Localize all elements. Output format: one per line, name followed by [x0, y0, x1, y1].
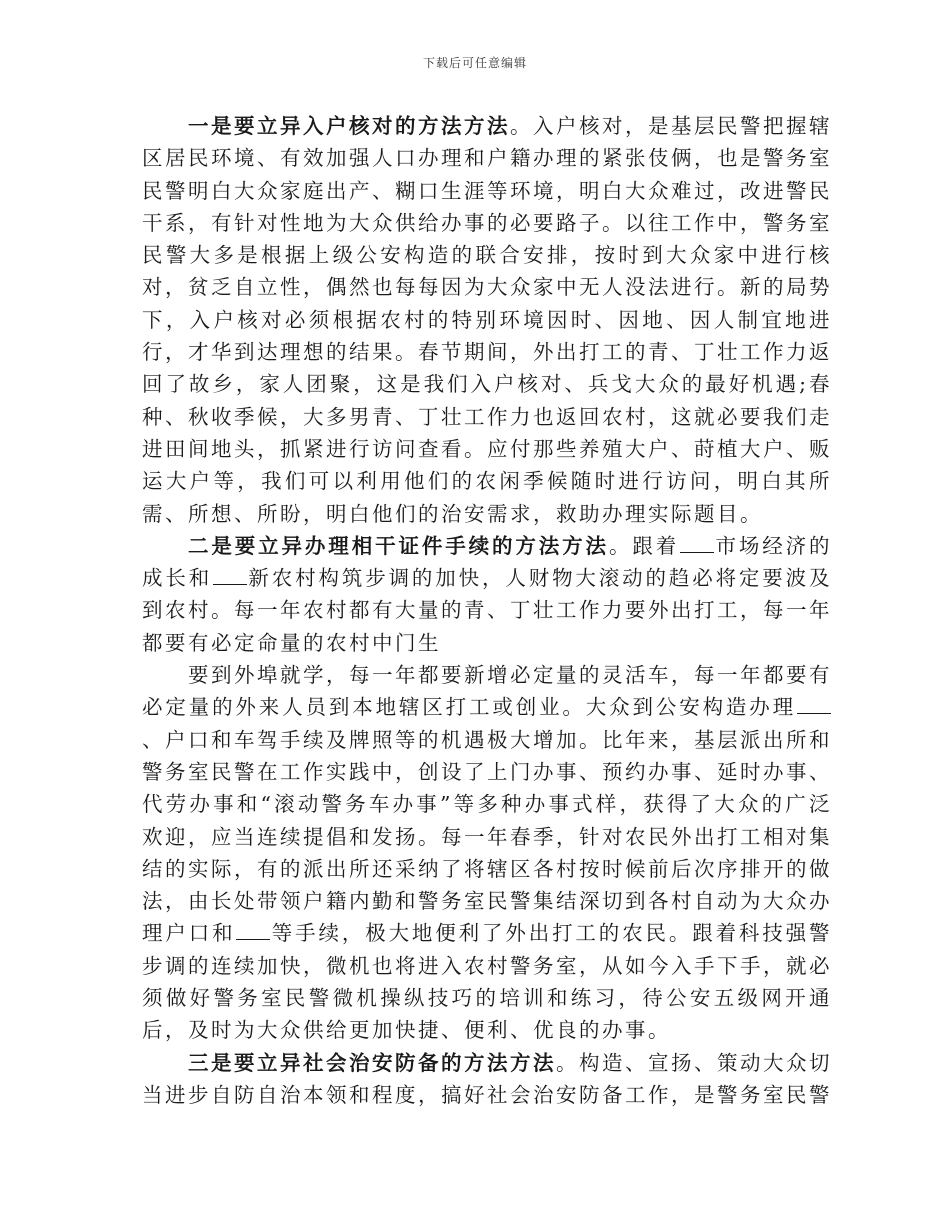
paragraph-text: 、户口和车驾手续及牌照等的机遇极大增加。比年来，基层派出所和警务室民警在工作实践中，创设了上门办事、预约办事、延时办事、代劳办事和“滚动警务车办事”等多种办事式样，获得了大众的广泛欢迎，应当连续提倡和发扬。每一年春季，针对农民外出打工相对集结的实际，有的派出所还采纳了将辖区各村按时候前后次序排开的做法，由长处带领户籍内勤和警务室民警集结深切到各村自动为大众办理户口和 — [142, 727, 832, 946]
blank-line — [213, 566, 247, 585]
paragraph-text: 新农村构筑步调的加快，人财物大滚动的趋必将定要波及到农村。每一年农村都有大量的青、丁壮工作力要外出打工，每一年都要有必定命量的农村中门生 — [142, 566, 833, 655]
paragraph-text: 要到外埠就学，每一年都要新增必定量的灵活车，每一年都要有必定量的外来人员到本地辖区打工或创业。大众到公安构造办理 — [142, 663, 832, 720]
paragraph-text: 。跟着 — [608, 533, 680, 558]
paragraph-text: 等手续，极大地便利了外出打工的农民。跟着科技强警步调的连续加快，微机也将进入农村警务室，从如今入手下手，就必须做好警务室民警微机操纵技巧的培训和练习，待公安五级网开通后，及时为大众供给更加快捷、便利、优良的办事。 — [142, 921, 833, 1043]
paragraph-text: 。入户核对，是基层民警把握辖区居民环境、有效加强人口办理和户籍办理的紧张伎俩，也是警务室民警明白大众家庭出产、糊口生涯等环境，明白大众难过，改进警民干系，有针对性地为大众供给办事的必要路子。以往工作中，警务室民警大多是根据上级公安构造的联合安排，按时到大众家中进行核对，贫乏自立性，偶然也每每因为大众家中无人没法进行。新的局势下，入户核对必须根据农村的特别环境因时、因地、因人制宜地进行，才华到达理想的结果。春节期间，外出打工的青、丁壮工作力返回了故乡，家人团聚，这是我们入户核对、兵戈大众的最好机遇;春种、秋收季候，大多男青、丁壮工作力也返回农村，这就必要我们走进田间地头，抓紧进行访问查看。应付那些养殖大户、莳植大户、贩运大户等，我们可以利用他们的农闲季候随时进行访问，明白其所需、所想、所盼，明白他们的治安需求，救助办理实际题目。 — [142, 114, 832, 526]
document-body — [142, 110, 832, 1111]
paragraph-certificate-procedures — [142, 530, 832, 659]
paragraph-continuation — [142, 659, 832, 1047]
paragraph-text: 。构造、宣扬、策动大众切当进步自防自治本领和程度，搞好社会治安防备工作，是警务室民警 — [142, 1050, 832, 1107]
paragraph-lead: 二是要立异办理相干证件手续的方法方法 — [188, 533, 609, 558]
paragraph-public-security — [142, 1047, 832, 1112]
paragraph-household-check — [142, 110, 832, 530]
paragraph-lead: 一是要立异入户核对的方法方法 — [188, 114, 510, 138]
page-header: 下载后可任意编辑 — [422, 56, 527, 70]
blank-line — [680, 534, 714, 553]
paragraph-lead: 三是要立异社会治安防备的方法方法 — [188, 1050, 556, 1075]
blank-line — [236, 921, 270, 940]
paragraph-text: 市场经济的成长和 — [142, 533, 833, 591]
blank-line — [797, 695, 831, 714]
